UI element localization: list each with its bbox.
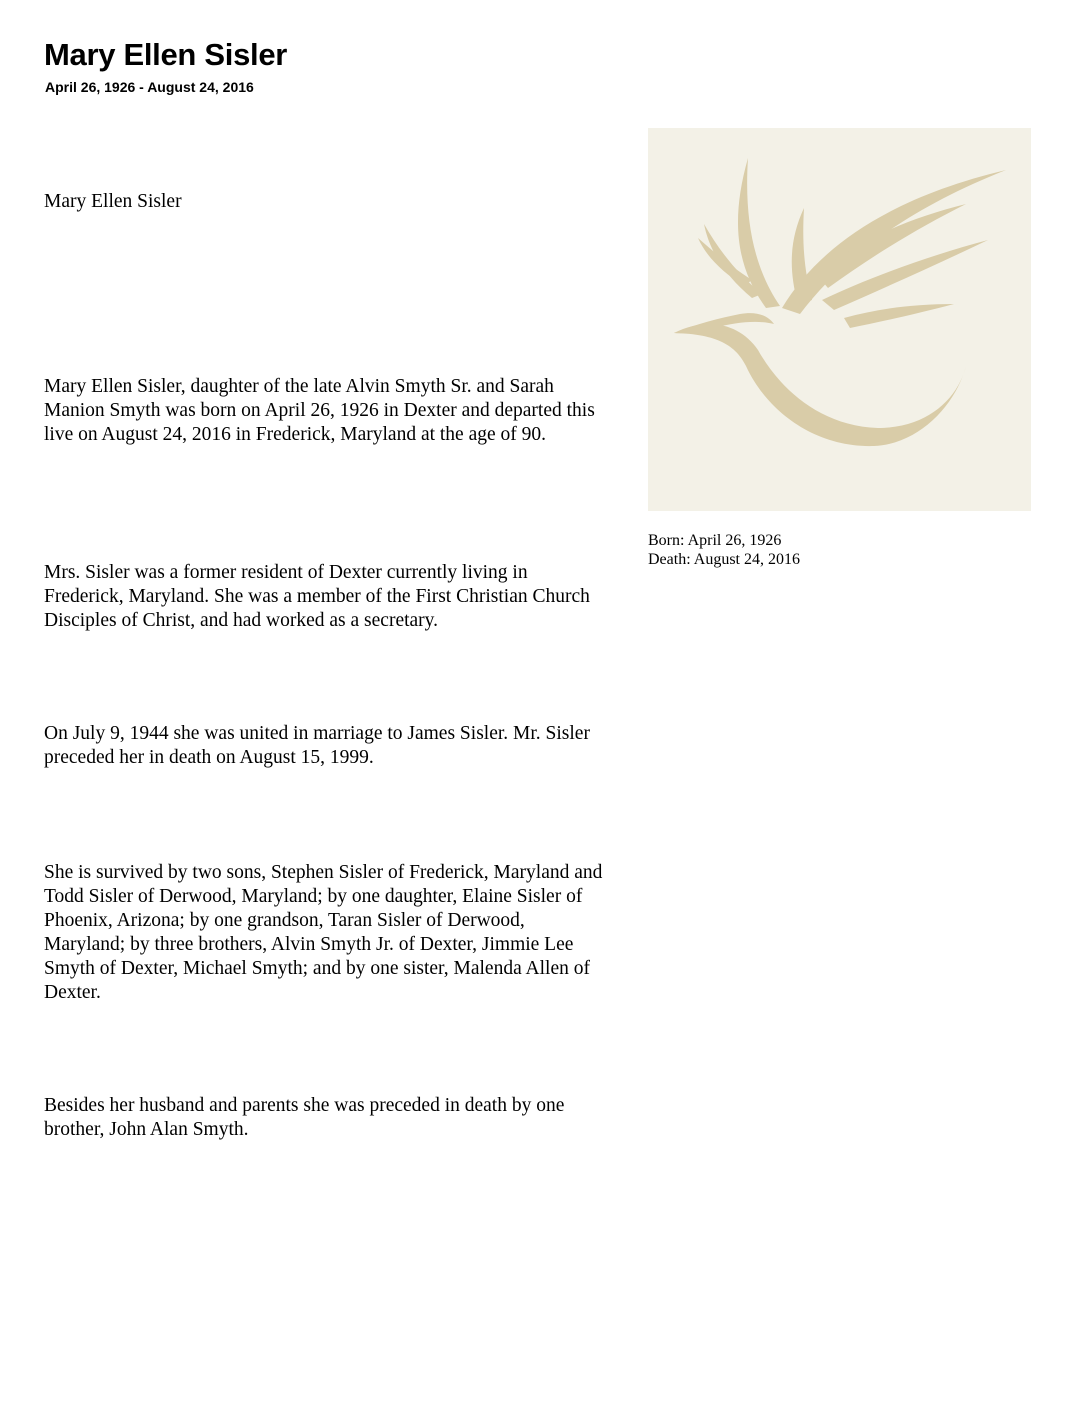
death-date: Death: August 24, 2016 xyxy=(648,551,800,568)
life-dates: April 26, 1926 - August 24, 2016 xyxy=(45,79,254,95)
dove-icon xyxy=(648,128,1031,511)
obituary-paragraph: Besides her husband and parents she was preceded in death by one brother, John Alan Smyth. xyxy=(44,1095,565,1140)
obituary-paragraph: Mary Ellen Sisler, daughter of the late Alvin Smyth Sr. and Sarah Manion Smyth was born on April 26, 1926 in Dexter and departed this live on August 24, 2016 in Frederick, Maryland at the age of 90. xyxy=(44,376,595,445)
memorial-image xyxy=(648,128,1031,511)
vital-dates xyxy=(648,531,800,569)
deceased-name-heading: Mary Ellen Sisler xyxy=(44,37,288,72)
obituary-paragraph: Mrs. Sisler was a former resident of Dexter currently living in Frederick, Maryland. She was a member of the First Christian Church Disciples of Christ, and had worked as a secretary. xyxy=(44,562,590,631)
obituary-name-line: Mary Ellen Sisler xyxy=(44,191,182,212)
born-date: Born: April 26, 1926 xyxy=(648,532,782,549)
obituary-paragraph: She is survived by two sons, Stephen Sisler of Frederick, Maryland and Todd Sisler of Derwood, Maryland; by one daughter, Elaine Sisler of Phoenix, Arizona; by one grandson, Taran Sisler of Derwood, Maryland; by three brothers, Alvin Smyth Jr. of Dexter, Jimmie Lee Smyth of Dexter, Michael Smyth; and by one sister, Malenda Allen of Dexter. xyxy=(44,862,603,1003)
obituary-paragraph: On July 9, 1944 she was united in marriage to James Sisler. Mr. Sisler preceded her in death on August 15, 1999. xyxy=(44,723,590,768)
